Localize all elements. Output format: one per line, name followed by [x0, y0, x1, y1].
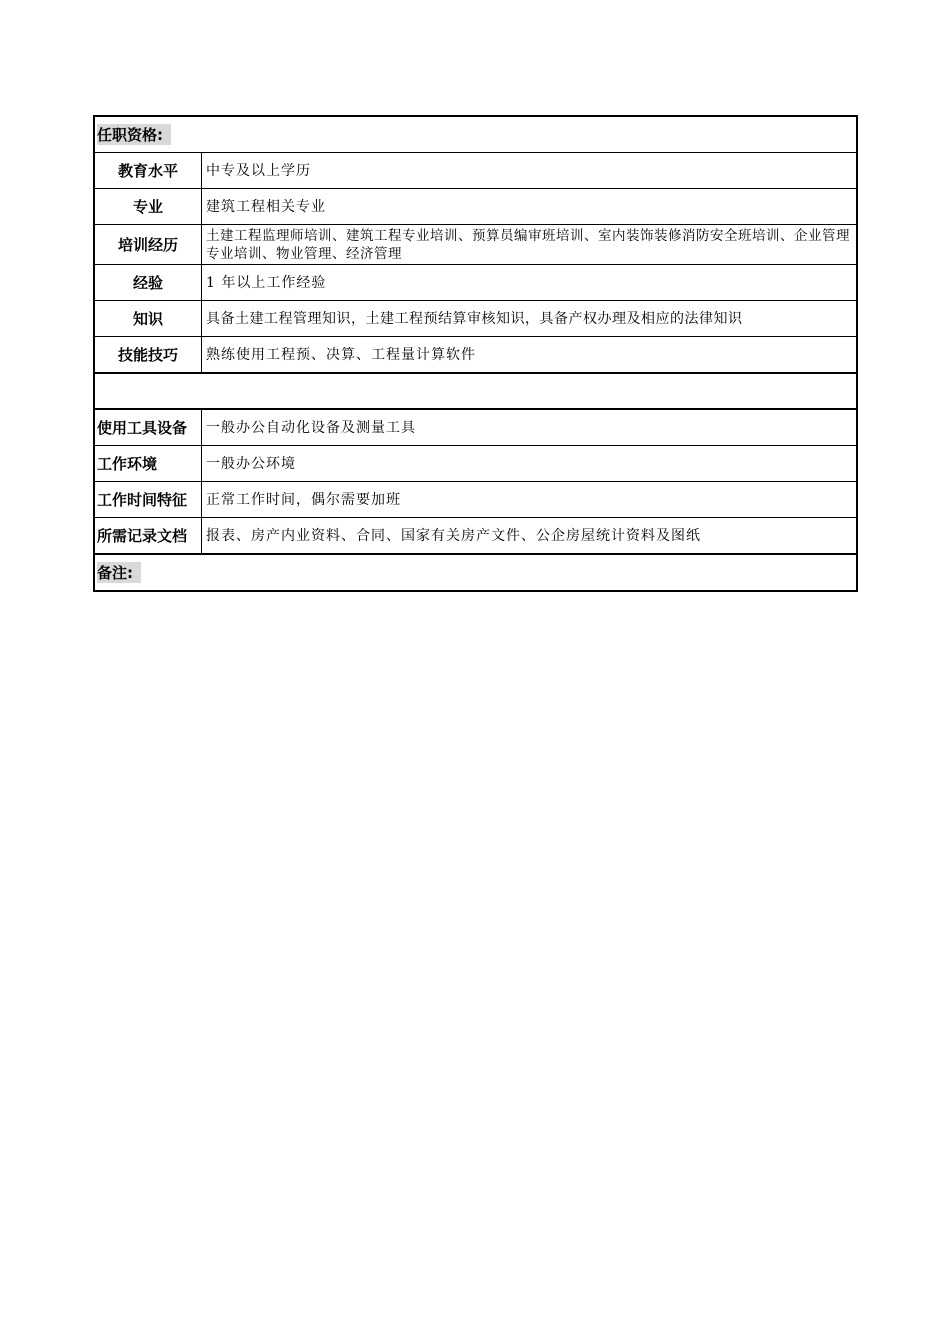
work-time-label: 工作时间特征	[95, 482, 202, 517]
documents-label: 所需记录文档	[95, 518, 202, 553]
tools-label: 使用工具设备	[95, 410, 202, 445]
experience-label: 经验	[95, 265, 202, 300]
tools-row	[95, 410, 856, 446]
training-row	[95, 225, 856, 265]
knowledge-value: 具备土建工程管理知识，土建工程预结算审核知识，具备产权办理及相应的法律知识	[206, 310, 743, 327]
environment-label: 工作环境	[95, 446, 202, 481]
job-description-table	[93, 115, 858, 592]
knowledge-label: 知识	[95, 301, 202, 336]
knowledge-row	[95, 301, 856, 337]
remarks-title: 备注:	[95, 555, 856, 590]
qualifications-title: 任职资格:	[95, 117, 856, 152]
major-label: 专业	[95, 189, 202, 224]
skills-label: 技能技巧	[95, 337, 202, 372]
training-label: 培训经历	[95, 225, 202, 264]
blank-separator-row	[95, 374, 856, 410]
experience-value: 1 年以上工作经验	[206, 274, 327, 291]
work-time-row	[95, 482, 856, 518]
education-value: 中专及以上学历	[206, 162, 311, 179]
qualifications-header-row	[95, 117, 856, 153]
training-value: 土建工程监理师培训、建筑工程专业培训、预算员编审班培训、室内装饰装修消防安全班培训、企业管理专业培训、物业管理、经济管理	[206, 227, 850, 262]
environment-row	[95, 446, 856, 482]
tools-value: 一般办公自动化设备及测量工具	[206, 419, 416, 436]
skills-value: 熟练使用工程预、决算、工程量计算软件	[206, 346, 476, 363]
education-row	[95, 153, 856, 189]
remarks-row	[95, 555, 856, 590]
major-value: 建筑工程相关专业	[206, 198, 326, 215]
blank-cell	[95, 374, 856, 408]
work-time-value: 正常工作时间，偶尔需要加班	[206, 491, 401, 508]
documents-row	[95, 518, 856, 555]
major-row	[95, 189, 856, 225]
skills-row	[95, 337, 856, 374]
education-label: 教育水平	[95, 153, 202, 188]
environment-value: 一般办公环境	[206, 455, 296, 472]
experience-row	[95, 265, 856, 301]
documents-value: 报表、房产内业资料、合同、国家有关房产文件、公企房屋统计资料及图纸	[206, 527, 701, 544]
